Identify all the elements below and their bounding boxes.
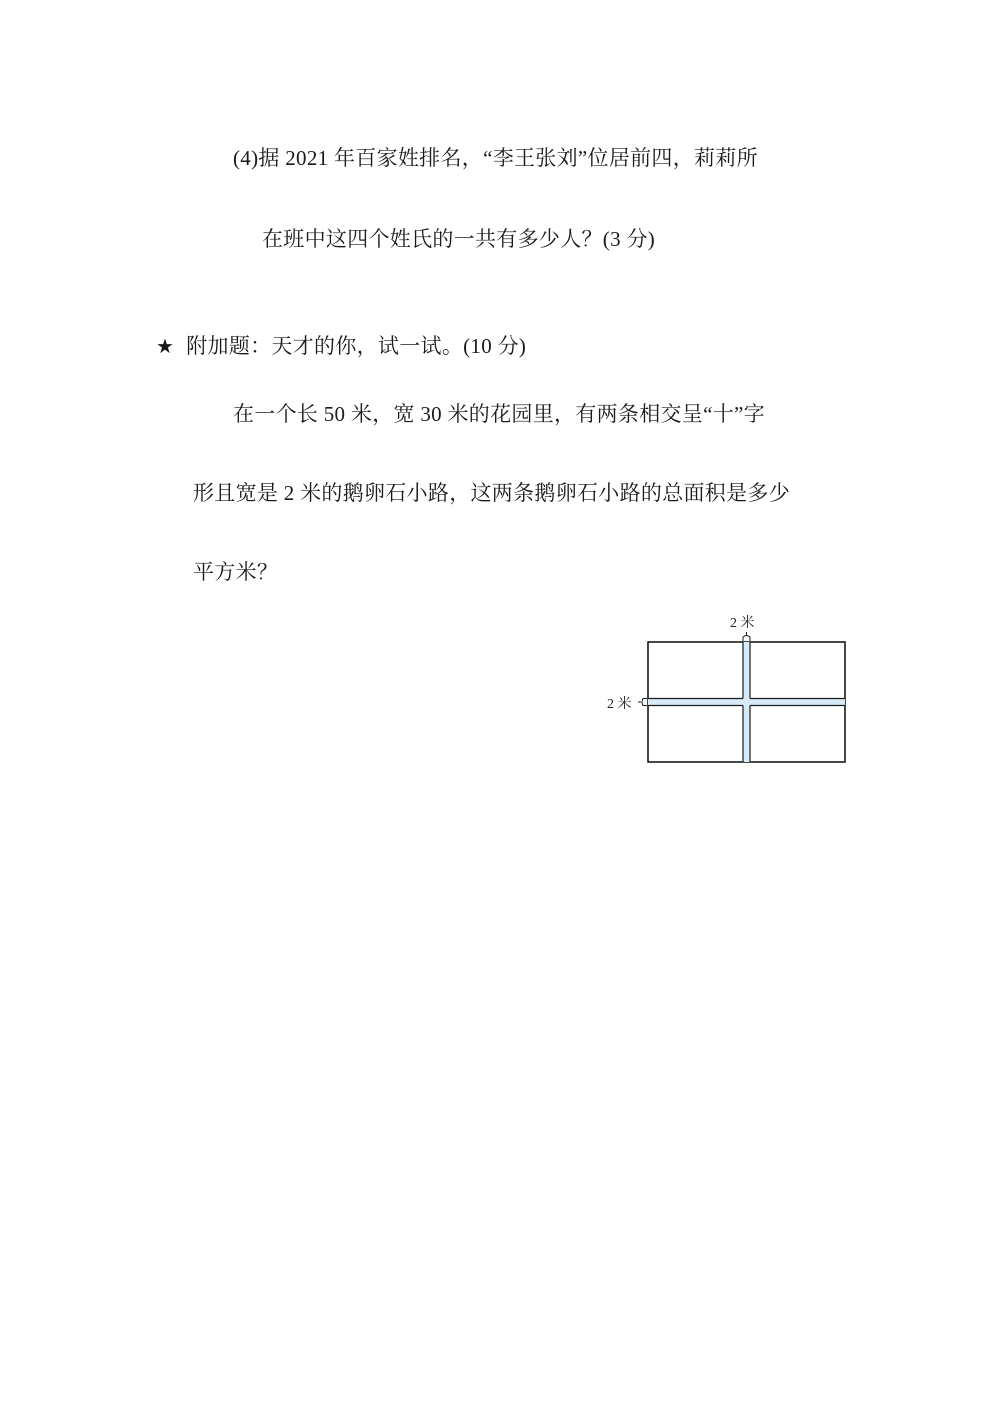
bonus-heading	[156, 332, 526, 360]
question-4-line-2: 在班中这四个姓氏的一共有多少人？(3 分)	[262, 227, 656, 251]
left-width-bracket	[642, 699, 647, 706]
star-icon: ★	[156, 334, 175, 358]
top-width-label: 2 米	[730, 616, 755, 631]
left-width-label: 2 米	[607, 697, 632, 712]
question-4-line-1: (4)据 2021 年百家姓排名，“李王张刘”位居前四，莉莉所	[233, 146, 758, 170]
bonus-paragraph-line-1: 在一个长 50 米，宽 30 米的花园里，有两条相交呈“十”字	[233, 402, 765, 426]
bonus-paragraph-line-3: 平方米？	[193, 560, 279, 584]
bonus-heading-text: 附加题：天才的你，试一试。(10 分)	[186, 334, 527, 358]
bonus-paragraph-line-2: 形且宽是 2 米的鹅卵石小路，这两条鹅卵石小路的总面积是多少	[193, 481, 790, 505]
top-width-bracket	[743, 636, 750, 642]
garden-diagram	[595, 605, 860, 775]
